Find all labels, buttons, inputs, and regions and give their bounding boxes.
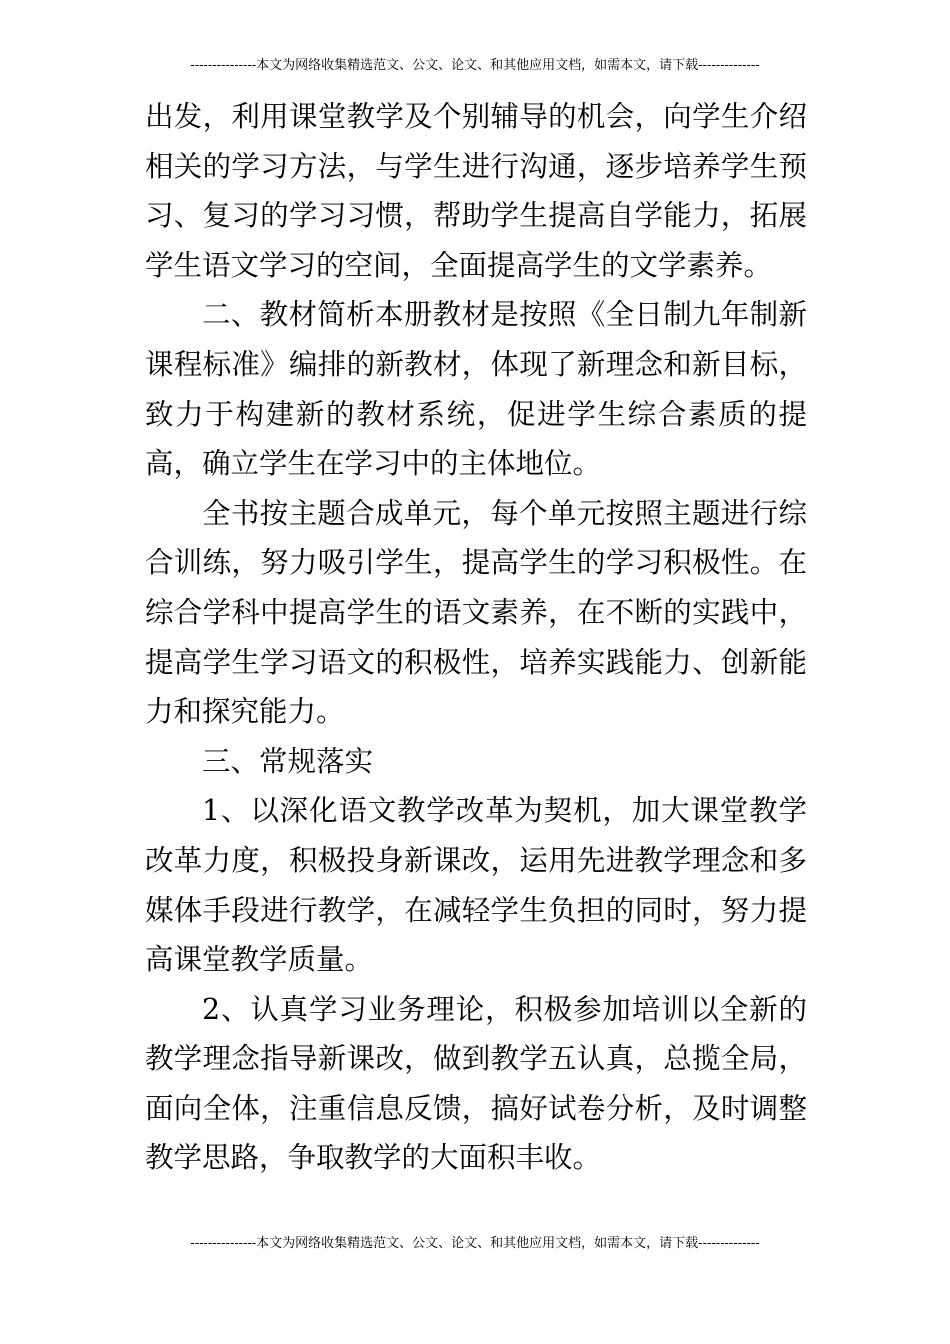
paragraph-unit-structure: 全书按主题合成单元，每个单元按照主题进行综合训练，努力吸引学生，提高学生的学习积极性。在综合学科中提高学生的语文素养，在不断的实践中，提高学生学习语文的积极性，培养实践能力、创新能力和探究能力。 (145, 496, 807, 729)
paragraph-item-2: 2、认真学习业务理论，积极参加培训以全新的教学理念指导新课改，做到教学五认真，总揽全局，面向全体，注重信息反馈，搞好试卷分析，及时调整教学思路，争取教学的大面积丰收。 (145, 992, 807, 1175)
document-body (145, 92, 807, 1183)
paragraph-item-1: 1、以深化语文教学改革为契机，加大课堂教学改革力度，积极投身新课改，运用先进教学理念和多媒体手段进行教学，在减轻学生负担的同时，努力提高课堂教学质量。 (145, 794, 807, 977)
page-header: ---------------本文为网络收集精选范文、公文、论文、和其他应用文档，如需本文，请下载-------------- (190, 58, 760, 73)
page-footer: ---------------本文为网络收集精选范文、公文、论文、和其他应用文档，如需本文，请下载-------------- (190, 1236, 760, 1251)
section-heading-routine: 三、常规落实 (202, 744, 374, 778)
paragraph-textbook-analysis: 二、教材简析本册教材是按照《全日制九年制新课程标准》编排的新教材，体现了新理念和新目标，致力于构建新的教材系统，促进学生综合素质的提高，确立学生在学习中的主体地位。 (145, 298, 807, 481)
paragraph-continuation: 出发，利用课堂教学及个别辅导的机会，向学生介绍相关的学习方法，与学生进行沟通，逐步培养学生预习、复习的学习习惯，帮助学生提高自学能力，拓展学生语文学习的空间，全面提高学生的文学素养。 (145, 100, 807, 282)
